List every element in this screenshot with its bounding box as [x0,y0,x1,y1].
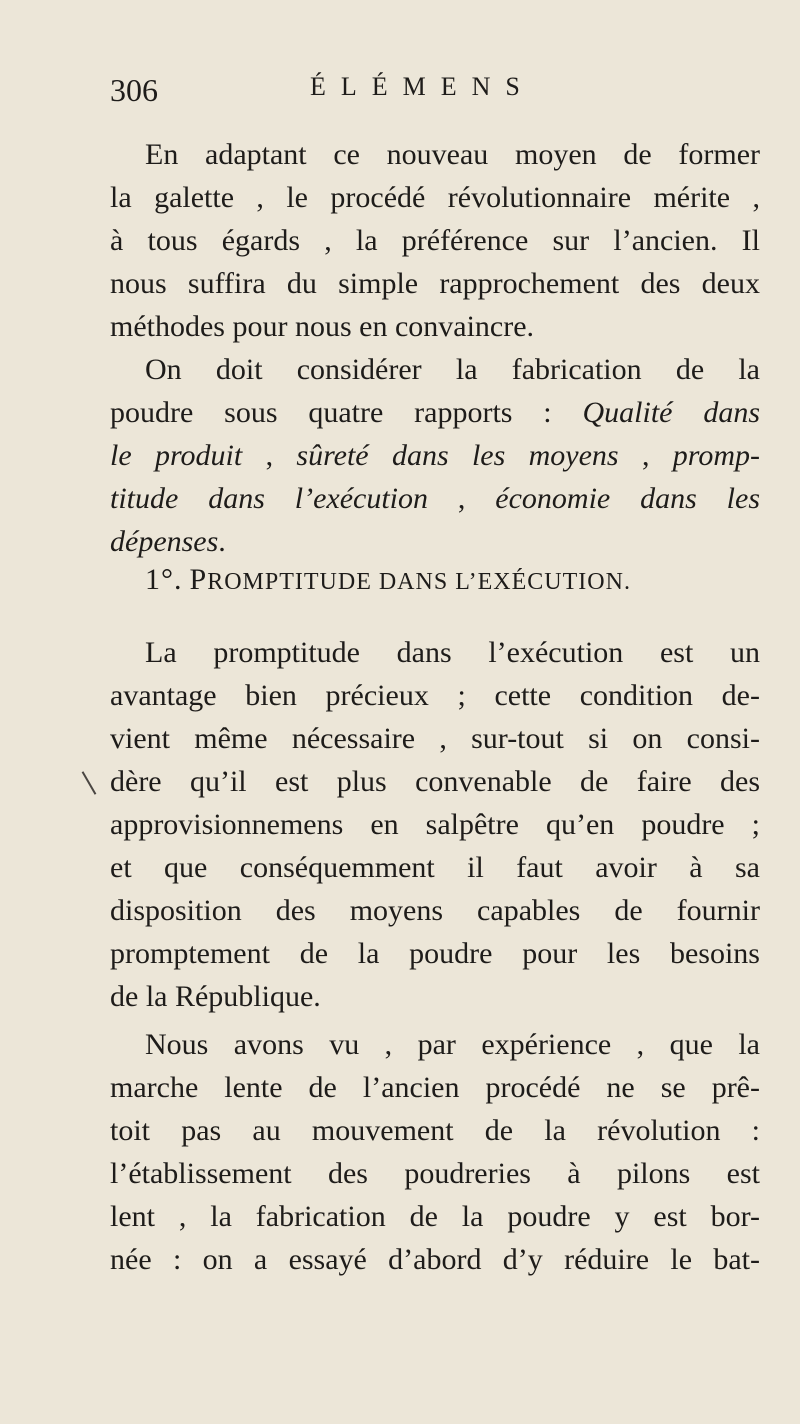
text-line: l’établissement des poudreries à pilons est [110,1157,760,1190]
heading-initial: P [189,563,208,596]
text-span: , [618,439,673,472]
text-span: , [428,482,496,515]
text-span: poudre sous quatre rapports : [110,396,583,429]
page-number: 306 [110,72,158,108]
text-line [110,484,760,514]
heading-text: ROMPTITUDE DANS L’EXÉCUTION. [207,569,631,595]
text-line: dère qu’il est plus convenable de faire des [110,765,760,798]
text-line: avantage bien précieux ; cette condition de- [110,679,760,712]
text-line: toit pas au mouvement de la révolution : [110,1114,760,1147]
text-line: disposition des moyens capables de fournir [110,894,760,927]
text-line: née : on a essayé d’abord d’y réduire le bat- [110,1243,760,1276]
text-line: approvisionnemens en salpêtre qu’en poudre ; [110,808,760,841]
page-header [110,72,630,116]
text-line: nous suffira du simple rapprochement des deux [110,267,760,300]
text-line: de la République. [110,980,321,1013]
text-span: . [218,525,226,558]
text-line: En adaptant ce nouveau moyen de former [145,138,760,171]
text-line: la galette , le procédé révolutionnaire mérite , [110,181,760,214]
italic-span: le produit [110,439,243,472]
text-line: On doit considérer la fabrication de la [145,353,760,386]
text-line: vient même nécessaire , sur-tout si on consi- [110,722,760,755]
text-line: méthodes pour nous en convaincre. [110,310,535,343]
text-span: , [242,439,297,472]
text-line [110,441,760,471]
italic-span: Qualité dans [582,396,760,429]
text-line [110,398,760,428]
margin-mark [82,771,97,795]
text-line: Nous avons vu , par expérience , que la [145,1028,760,1061]
running-title: ÉLÉMENS [310,72,535,101]
italic-span: sûreté dans les moyens [296,439,619,472]
italic-span: titude dans l’exécution [110,482,429,515]
text-line: La promptitude dans l’exécution est un [145,636,760,669]
text-line: à tous égards , la préférence sur l’ancien. Il [110,224,760,257]
italic-span: promp- [672,439,761,472]
section-number: 1°. [145,563,183,596]
section-heading [145,563,631,597]
text-line: lent , la fabrication de la poudre y est bor- [110,1200,760,1233]
italic-span: économie dans les [495,482,760,515]
text-line: promptement de la poudre pour les besoins [110,937,760,970]
text-line: et que conséquemment il faut avoir à sa [110,851,760,884]
text-line: marche lente de l’ancien procédé ne se prê- [110,1071,760,1104]
text-line [110,527,760,557]
italic-span: dépenses [110,525,219,558]
